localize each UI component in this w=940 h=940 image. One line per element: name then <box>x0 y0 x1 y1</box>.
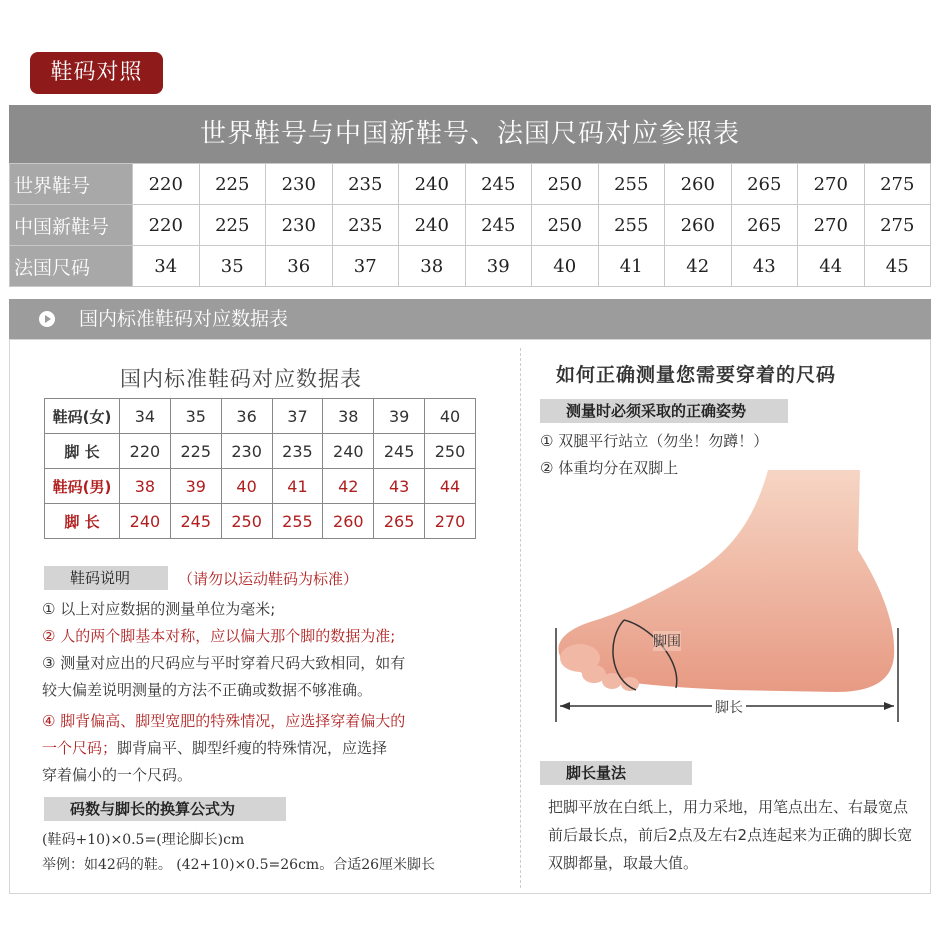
table-cell: 39 <box>170 469 221 504</box>
table-cell: 250 <box>425 434 476 469</box>
table-cell: 260 <box>665 164 732 205</box>
table-cell: 275 <box>864 205 931 246</box>
foot-shape <box>558 470 894 692</box>
measure-title: 如何正确测量您需要穿着的尺码 <box>556 364 837 386</box>
table-cell: 230 <box>221 434 272 469</box>
table-cell: 40 <box>532 246 599 287</box>
length-label: 脚长 <box>712 697 746 717</box>
table-cell: 225 <box>199 164 266 205</box>
table-cell: 235 <box>332 164 399 205</box>
arrow-circle-icon <box>39 311 55 327</box>
table-cell: 255 <box>272 504 323 539</box>
divider <box>520 348 521 888</box>
row-label: 鞋码(女) <box>45 399 120 434</box>
formula-label: 码数与脚长的换算公式为 <box>44 797 286 821</box>
table-cell: 38 <box>323 399 374 434</box>
size-notes-warning: （请勿以运动鞋码为标准） <box>178 570 359 588</box>
table-cell: 240 <box>399 205 466 246</box>
table-cell: 38 <box>399 246 466 287</box>
cn-size-table <box>44 398 476 539</box>
row-label: 鞋码(男) <box>45 469 120 504</box>
table-cell: 235 <box>272 434 323 469</box>
table-cell: 36 <box>221 399 272 434</box>
list-item <box>42 735 405 762</box>
table-row <box>45 434 476 469</box>
arrow-right-icon <box>884 702 894 710</box>
table-cell: 37 <box>272 399 323 434</box>
table-cell: 40 <box>425 399 476 434</box>
table-cell: 270 <box>798 205 865 246</box>
table-cell: 265 <box>731 205 798 246</box>
foot-illustration <box>540 470 920 730</box>
table-cell: 230 <box>266 205 333 246</box>
row-label: 世界鞋号 <box>10 164 133 205</box>
table-cell: 45 <box>864 246 931 287</box>
table-cell: 250 <box>221 504 272 539</box>
cn-table-title: 国内标准鞋码对应数据表 <box>120 367 362 391</box>
formula-line-1: (鞋码+10)×0.5=(理论脚长)cm <box>42 832 245 848</box>
table-cell: 225 <box>170 434 221 469</box>
table-cell: 39 <box>374 399 425 434</box>
table-cell: 35 <box>199 246 266 287</box>
list-item: ② 体重均分在双脚上 <box>540 459 679 477</box>
table-cell: 270 <box>425 504 476 539</box>
table-cell: 255 <box>598 164 665 205</box>
row-label: 法国尺码 <box>10 246 133 287</box>
table-cell: 245 <box>465 164 532 205</box>
row-label: 脚 长 <box>45 434 120 469</box>
table-row <box>10 205 931 246</box>
table-cell: 34 <box>120 399 171 434</box>
toe-shape <box>621 677 639 691</box>
table-row <box>45 399 476 434</box>
table-cell: 220 <box>120 434 171 469</box>
table-cell: 250 <box>532 164 599 205</box>
table-cell: 270 <box>798 164 865 205</box>
table-cell: 240 <box>323 434 374 469</box>
table-cell: 40 <box>221 469 272 504</box>
table-cell: 235 <box>332 205 399 246</box>
shoe-size-badge: 鞋码对照 <box>30 52 163 94</box>
size-notes-label: 鞋码说明 <box>44 566 168 590</box>
list-item: ③ 测量对应出的尺码应与平时穿着尺码大致相同，如有 <box>42 654 406 672</box>
table-cell: 37 <box>332 246 399 287</box>
note-red-part: 一个尺码； <box>42 739 118 757</box>
list-item: ④ 脚背偏高、脚型宽肥的特殊情况，应选择穿着偏大的 <box>42 712 406 730</box>
table-cell: 43 <box>731 246 798 287</box>
table-cell: 43 <box>374 469 425 504</box>
table-cell: 230 <box>266 164 333 205</box>
table-cell: 260 <box>323 504 374 539</box>
method-label: 脚长量法 <box>540 761 692 785</box>
table-cell: 250 <box>532 205 599 246</box>
world-table-title: 世界鞋号与中国新鞋号、法国尺码对应参照表 <box>9 105 931 163</box>
table-cell: 275 <box>864 164 931 205</box>
table-cell: 255 <box>598 205 665 246</box>
section-bar-title: 国内标准鞋码对应数据表 <box>79 308 289 330</box>
table-cell: 39 <box>465 246 532 287</box>
table-cell: 225 <box>199 205 266 246</box>
list-item: 穿着偏小的一个尺码。 <box>42 766 193 784</box>
row-label: 中国新鞋号 <box>10 205 133 246</box>
table-cell: 220 <box>133 205 200 246</box>
table-cell: 240 <box>399 164 466 205</box>
table-cell: 245 <box>465 205 532 246</box>
table-row <box>45 469 476 504</box>
table-cell: 265 <box>374 504 425 539</box>
posture-label: 测量时必须采取的正确姿势 <box>540 399 788 423</box>
girth-label: 脚围 <box>653 631 681 651</box>
row-label: 脚 长 <box>45 504 120 539</box>
table-cell: 35 <box>170 399 221 434</box>
table-cell: 265 <box>731 164 798 205</box>
table-cell: 41 <box>598 246 665 287</box>
table-cell: 34 <box>133 246 200 287</box>
table-cell: 44 <box>425 469 476 504</box>
table-cell: 36 <box>266 246 333 287</box>
arrow-left-icon <box>560 702 570 710</box>
table-cell: 42 <box>665 246 732 287</box>
world-size-table <box>9 163 931 287</box>
table-row <box>10 246 931 287</box>
table-cell: 220 <box>133 164 200 205</box>
table-cell: 42 <box>323 469 374 504</box>
list-item: ① 双腿平行站立（勿坐！勿蹲！） <box>540 432 769 450</box>
note-plain-part: 脚背扁平、脚型纤瘦的特殊情况，应选择 <box>117 739 388 757</box>
list-item: 较大偏差说明测量的方法不正确或数据不够准确。 <box>42 681 373 699</box>
list-item: ① 以上对应数据的测量单位为毫米; <box>42 600 276 618</box>
table-cell: 245 <box>374 434 425 469</box>
table-row <box>45 504 476 539</box>
table-cell: 41 <box>272 469 323 504</box>
table-cell: 260 <box>665 205 732 246</box>
formula-line-2: 举例：如42码的鞋。 (42+10)×0.5=26cm。合适26厘米脚长 <box>42 857 436 873</box>
section-bar <box>9 299 931 339</box>
table-row <box>10 164 931 205</box>
table-cell: 44 <box>798 246 865 287</box>
table-cell: 38 <box>120 469 171 504</box>
list-item: ② 人的两个脚基本对称，应以偏大那个脚的数据为准; <box>42 627 396 645</box>
method-text: 把脚平放在白纸上，用力采地，用笔点出左、右最宽点前后最长点，前后2点及左右2点连起来为正确的脚长宽双脚都量，取最大值。 <box>548 798 913 872</box>
size-notes-list <box>42 596 405 789</box>
table-cell: 240 <box>120 504 171 539</box>
table-cell: 245 <box>170 504 221 539</box>
